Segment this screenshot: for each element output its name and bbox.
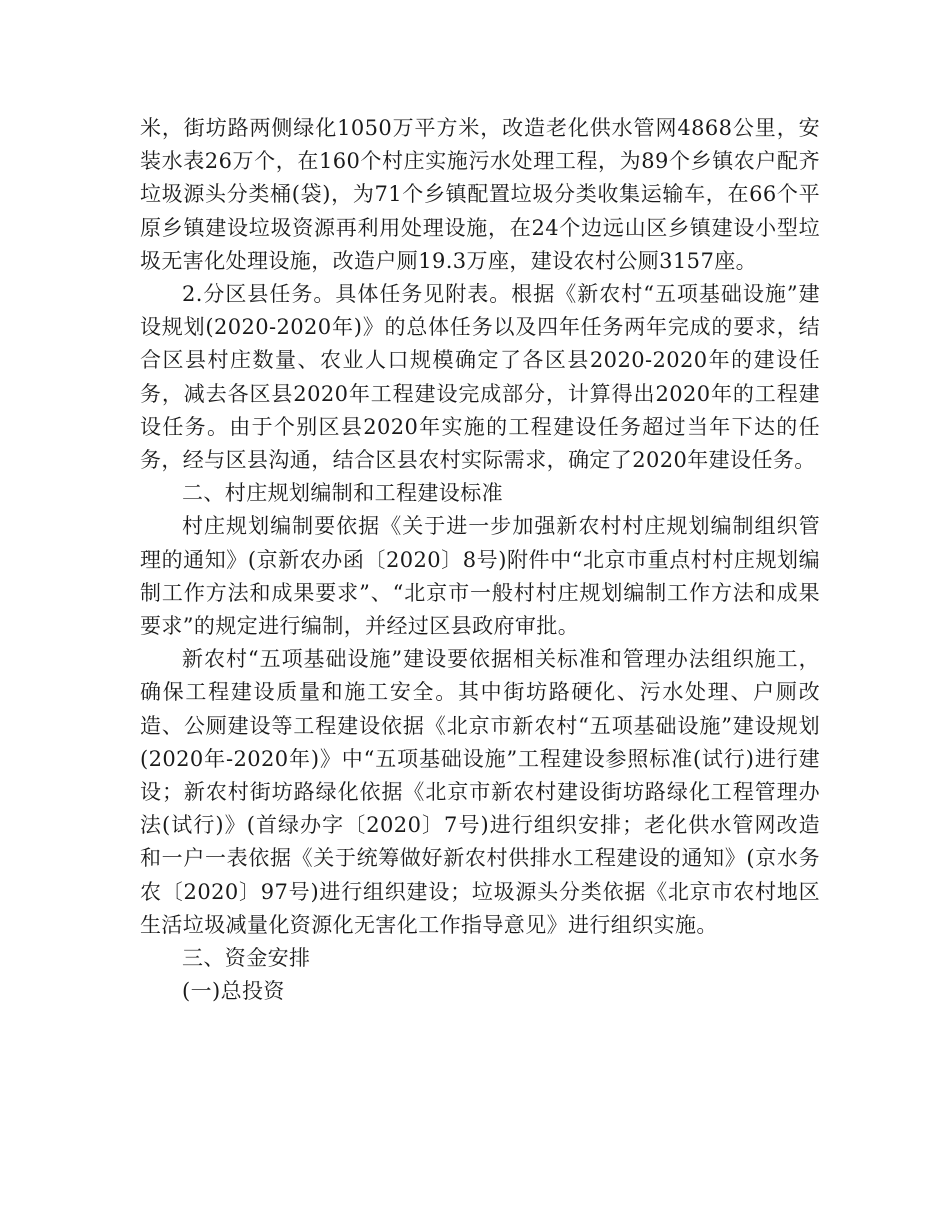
- paragraph-task-summary: 米，街坊路两侧绿化1050万平方米，改造老化供水管网4868公里，安装水表26万个，在160个村庄实施污水处理工程，为89个乡镇农户配齐垃圾源头分类桶(袋)，为71个乡镇配置垃圾分类收集运输车，在66个平原乡镇建设垃圾资源再利用处理设施，在24个边远山区乡镇建设小型垃圾无害化处理设施，改造户厕19.3万座，建设农村公厕3157座。: [140, 116, 820, 273]
- section-heading-funding: 三、资金安排: [182, 946, 311, 971]
- paragraph-district-tasks: 2.分区县任务。具体任务见附表。根据《新农村“五项基础设施”建设规划(2020-2020年)》的总体任务以及四年任务两年完成的要求，结合区县村庄数量、农业人口规模确定了各区县2020-2020年的建设任务，减去各区县2020年工程建设完成部分，计算得出2020年的工程建设任务。由于个别区县2020年实施的工程建设任务超过当年下达的任务，经与区县沟通，结合区县农村实际需求，确定了2020年建设任务。: [140, 282, 820, 473]
- paragraph-infrastructure-standards: 新农村“五项基础设施”建设要依据相关标准和管理办法组织施工，确保工程建设质量和施工安全。其中街坊路硬化、污水处理、户厕改造、公厕建设等工程建设依据《北京市新农村“五项基础设施”建设规划(2020年-2020年)》中“五项基础设施”工程建设参照标准(试行)进行建设；新农村街坊路绿化依据《北京市新农村建设街坊路绿化工程管理办法(试行)》(首绿办字〔2020〕7号)进行组织安排；老化供水管网改造和一户一表依据《关于统筹做好新农村供排水工程建设的通知》(京水务农〔2020〕97号)进行组织建设；垃圾源头分类依据《北京市农村地区生活垃圾减量化资源化无害化工作指导意见》进行组织实施。: [140, 647, 820, 937]
- subsection-heading-total-investment: (一)总投资: [182, 979, 285, 1004]
- paragraph-village-planning: 村庄规划编制要依据《关于进一步加强新农村村庄规划编制组织管理的通知》(京新农办函〔2020〕8号)附件中“北京市重点村村庄规划编制工作方法和成果要求”、“北京市一般村村庄规划编制工作方法和成果要求”的规定进行编制，并经过区县政府审批。: [140, 514, 820, 639]
- section-heading-planning-standards: 二、村庄规划编制和工程建设标准: [182, 481, 503, 506]
- document-page: [140, 112, 820, 1008]
